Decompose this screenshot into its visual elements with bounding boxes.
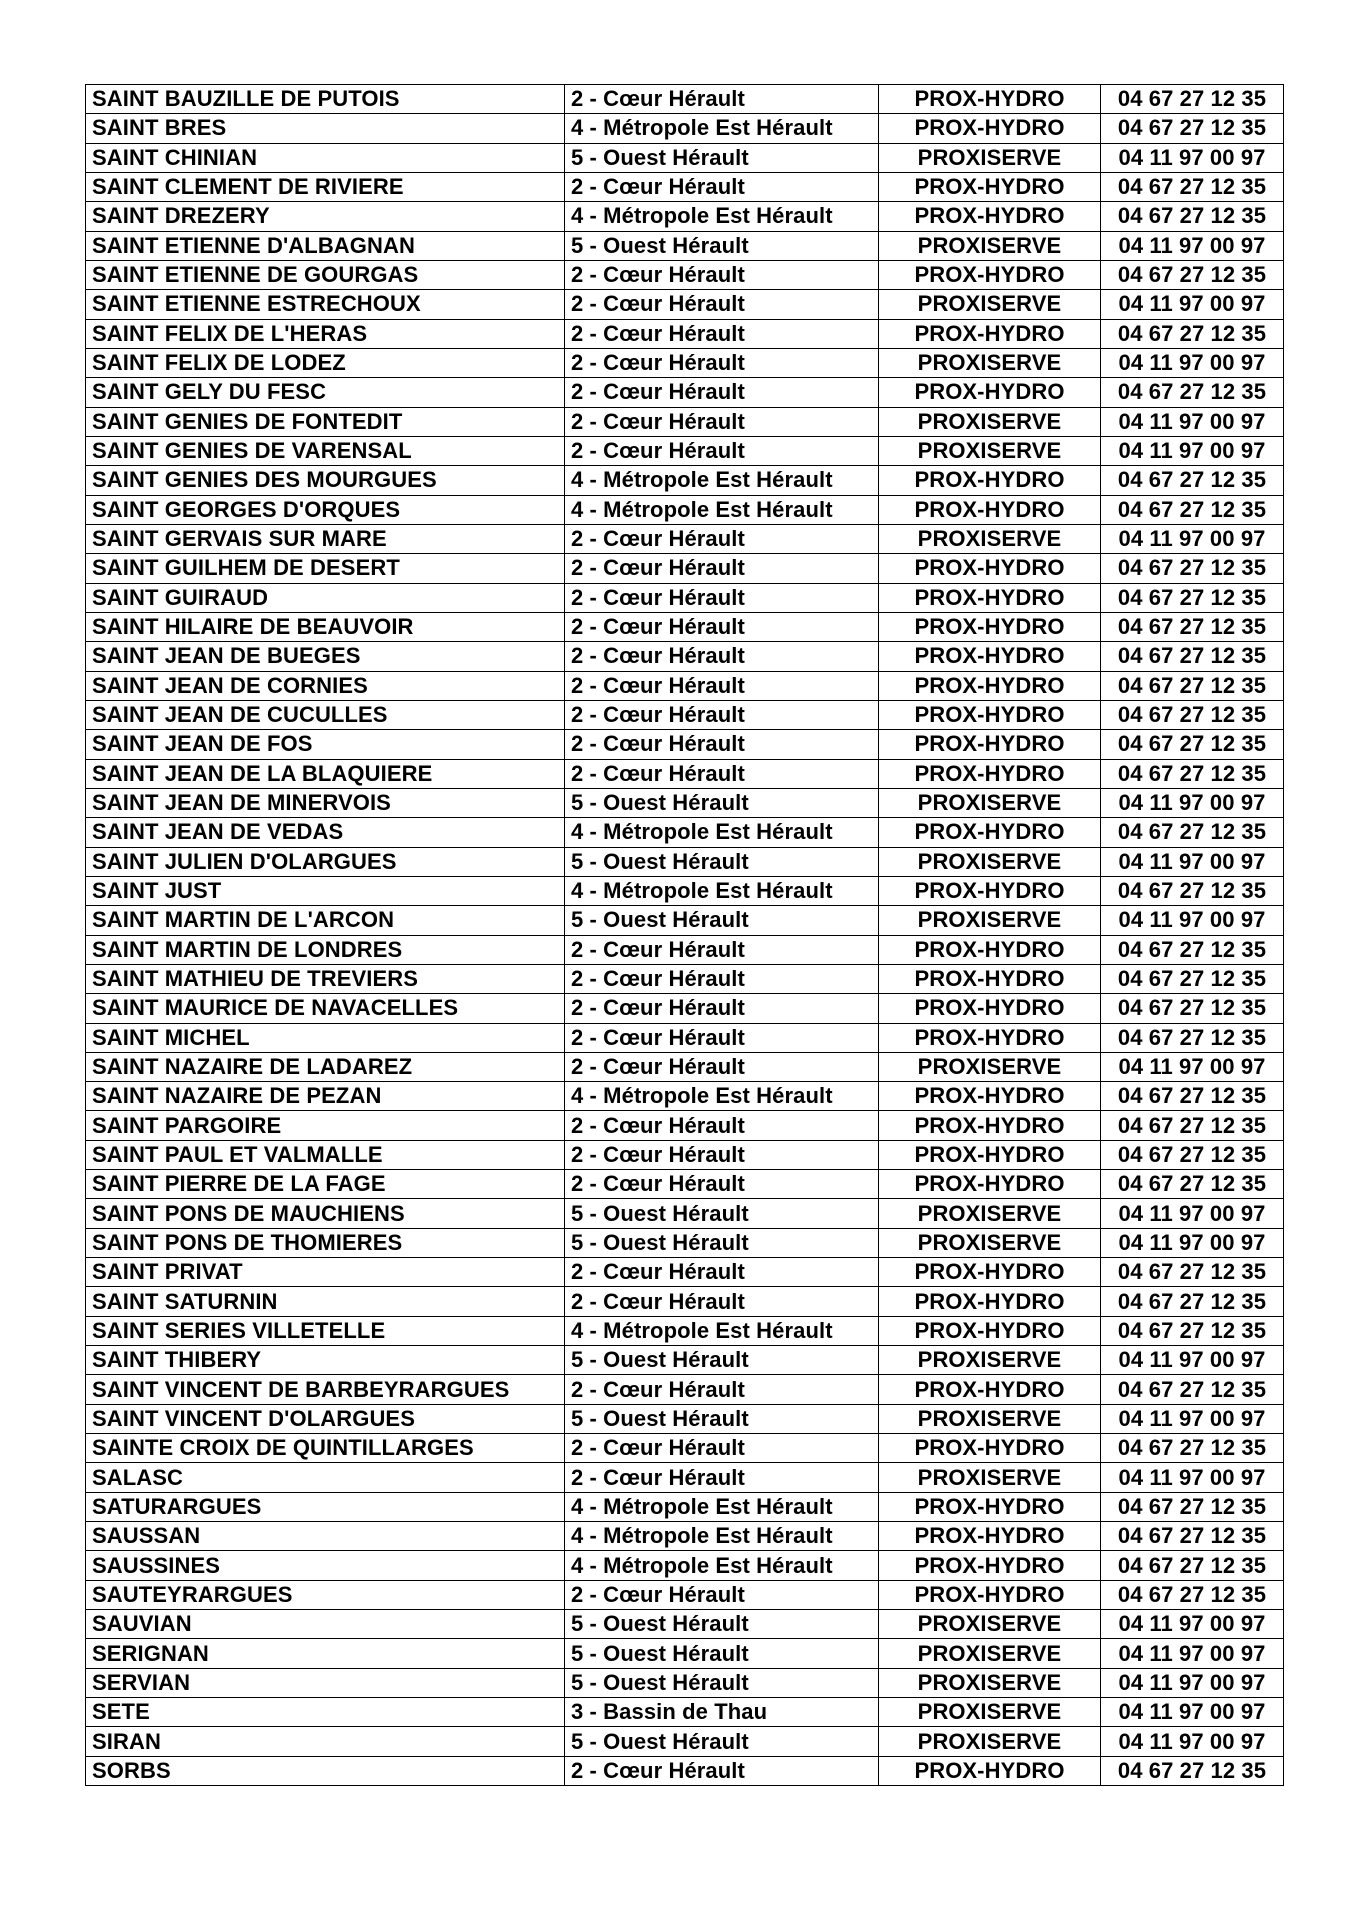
- table-row: [86, 906, 1284, 935]
- phone-cell: 04 67 27 12 35: [1101, 85, 1284, 114]
- zone-cell: 5 - Ouest Hérault: [565, 847, 879, 876]
- provider-cell: PROX-HYDRO: [879, 994, 1101, 1023]
- table-row: [86, 554, 1284, 583]
- provider-cell: PROX-HYDRO: [879, 876, 1101, 905]
- phone-cell: 04 11 97 00 97: [1101, 1610, 1284, 1639]
- phone-cell: 04 11 97 00 97: [1101, 1052, 1284, 1081]
- table-row: [86, 964, 1284, 993]
- commune-cell: SAINT HILAIRE DE BEAUVOIR: [86, 612, 565, 641]
- table-row: [86, 1522, 1284, 1551]
- provider-cell: PROX-HYDRO: [879, 202, 1101, 231]
- provider-cell: PROXISERVE: [879, 348, 1101, 377]
- commune-cell: SAINT THIBERY: [86, 1346, 565, 1375]
- zone-cell: 2 - Cœur Hérault: [565, 671, 879, 700]
- commune-cell: SAINT JEAN DE VEDAS: [86, 818, 565, 847]
- zone-cell: 5 - Ouest Hérault: [565, 788, 879, 817]
- zone-cell: 2 - Cœur Hérault: [565, 1463, 879, 1492]
- commune-cell: SAINT GENIES DE FONTEDIT: [86, 407, 565, 436]
- commune-cell: SAINT PARGOIRE: [86, 1111, 565, 1140]
- commune-cell: SAINT JEAN DE CORNIES: [86, 671, 565, 700]
- zone-cell: 3 - Bassin de Thau: [565, 1698, 879, 1727]
- table-row: [86, 319, 1284, 348]
- phone-cell: 04 11 97 00 97: [1101, 1404, 1284, 1433]
- commune-cell: SAINT VINCENT D'OLARGUES: [86, 1404, 565, 1433]
- provider-cell: PROX-HYDRO: [879, 1551, 1101, 1580]
- phone-cell: 04 67 27 12 35: [1101, 1522, 1284, 1551]
- table-row: [86, 642, 1284, 671]
- phone-cell: 04 67 27 12 35: [1101, 1551, 1284, 1580]
- commune-cell: SAUSSAN: [86, 1522, 565, 1551]
- zone-cell: 2 - Cœur Hérault: [565, 290, 879, 319]
- commune-cell: SIRAN: [86, 1727, 565, 1756]
- provider-cell: PROX-HYDRO: [879, 554, 1101, 583]
- commune-cell: SAINT PRIVAT: [86, 1258, 565, 1287]
- zone-cell: 5 - Ouest Hérault: [565, 231, 879, 260]
- commune-cell: SAINT ETIENNE DE GOURGAS: [86, 260, 565, 289]
- commune-cell: SAINT DREZERY: [86, 202, 565, 231]
- table-row: [86, 1052, 1284, 1081]
- commune-cell: SAINT FELIX DE L'HERAS: [86, 319, 565, 348]
- commune-cell: SAINT GUILHEM DE DESERT: [86, 554, 565, 583]
- zone-cell: 2 - Cœur Hérault: [565, 1580, 879, 1609]
- commune-cell: SERIGNAN: [86, 1639, 565, 1668]
- table-row: [86, 407, 1284, 436]
- phone-cell: 04 67 27 12 35: [1101, 1111, 1284, 1140]
- phone-cell: 04 11 97 00 97: [1101, 906, 1284, 935]
- commune-cell: SAINT JUST: [86, 876, 565, 905]
- provider-cell: PROX-HYDRO: [879, 172, 1101, 201]
- table-row: [86, 172, 1284, 201]
- phone-cell: 04 67 27 12 35: [1101, 583, 1284, 612]
- provider-cell: PROX-HYDRO: [879, 260, 1101, 289]
- table-row: [86, 1258, 1284, 1287]
- zone-cell: 2 - Cœur Hérault: [565, 964, 879, 993]
- table-row: [86, 612, 1284, 641]
- zone-cell: 4 - Métropole Est Hérault: [565, 1316, 879, 1345]
- commune-cell: SAINT SERIES VILLETELLE: [86, 1316, 565, 1345]
- phone-cell: 04 67 27 12 35: [1101, 1756, 1284, 1785]
- provider-cell: PROXISERVE: [879, 1698, 1101, 1727]
- zone-cell: 2 - Cœur Hérault: [565, 759, 879, 788]
- zone-cell: 5 - Ouest Hérault: [565, 1727, 879, 1756]
- provider-cell: PROXISERVE: [879, 436, 1101, 465]
- commune-cell: SAUSSINES: [86, 1551, 565, 1580]
- commune-cell: SATURARGUES: [86, 1492, 565, 1521]
- commune-cell: SAINTE CROIX DE QUINTILLARGES: [86, 1434, 565, 1463]
- zone-cell: 2 - Cœur Hérault: [565, 1375, 879, 1404]
- zone-cell: 2 - Cœur Hérault: [565, 1140, 879, 1169]
- commune-cell: SAINT MICHEL: [86, 1023, 565, 1052]
- phone-cell: 04 67 27 12 35: [1101, 994, 1284, 1023]
- phone-cell: 04 67 27 12 35: [1101, 1023, 1284, 1052]
- zone-cell: 4 - Métropole Est Hérault: [565, 1522, 879, 1551]
- phone-cell: 04 11 97 00 97: [1101, 290, 1284, 319]
- zone-cell: 2 - Cœur Hérault: [565, 1023, 879, 1052]
- zone-cell: 5 - Ouest Hérault: [565, 1639, 879, 1668]
- commune-cell: SAINT GELY DU FESC: [86, 378, 565, 407]
- zone-cell: 4 - Métropole Est Hérault: [565, 466, 879, 495]
- phone-cell: 04 67 27 12 35: [1101, 642, 1284, 671]
- commune-cell: SAINT GUIRAUD: [86, 583, 565, 612]
- phone-cell: 04 11 97 00 97: [1101, 1668, 1284, 1697]
- phone-cell: 04 67 27 12 35: [1101, 612, 1284, 641]
- phone-cell: 04 11 97 00 97: [1101, 407, 1284, 436]
- provider-cell: PROX-HYDRO: [879, 466, 1101, 495]
- commune-cell: SAINT JEAN DE BUEGES: [86, 642, 565, 671]
- phone-cell: 04 67 27 12 35: [1101, 554, 1284, 583]
- provider-cell: PROX-HYDRO: [879, 612, 1101, 641]
- zone-cell: 2 - Cœur Hérault: [565, 524, 879, 553]
- table-row: [86, 1140, 1284, 1169]
- phone-cell: 04 11 97 00 97: [1101, 1463, 1284, 1492]
- provider-cell: PROXISERVE: [879, 143, 1101, 172]
- table-row: [86, 524, 1284, 553]
- commune-cell: SAINT BAUZILLE DE PUTOIS: [86, 85, 565, 114]
- phone-cell: 04 11 97 00 97: [1101, 1346, 1284, 1375]
- zone-cell: 4 - Métropole Est Hérault: [565, 818, 879, 847]
- commune-cell: SAINT SATURNIN: [86, 1287, 565, 1316]
- zone-cell: 2 - Cœur Hérault: [565, 554, 879, 583]
- commune-cell: SAINT CHINIAN: [86, 143, 565, 172]
- commune-cell: SAUTEYRARGUES: [86, 1580, 565, 1609]
- phone-cell: 04 67 27 12 35: [1101, 818, 1284, 847]
- table-row: [86, 759, 1284, 788]
- commune-cell: SAINT PIERRE DE LA FAGE: [86, 1170, 565, 1199]
- phone-cell: 04 11 97 00 97: [1101, 847, 1284, 876]
- table-row: [86, 1170, 1284, 1199]
- table-row: [86, 378, 1284, 407]
- zone-cell: 4 - Métropole Est Hérault: [565, 1492, 879, 1521]
- table-row: [86, 1228, 1284, 1257]
- phone-cell: 04 67 27 12 35: [1101, 172, 1284, 201]
- commune-cell: SAINT JULIEN D'OLARGUES: [86, 847, 565, 876]
- provider-cell: PROXISERVE: [879, 1346, 1101, 1375]
- commune-cell: SAINT GEORGES D'ORQUES: [86, 495, 565, 524]
- zone-cell: 4 - Métropole Est Hérault: [565, 114, 879, 143]
- commune-cell: SAINT PONS DE THOMIERES: [86, 1228, 565, 1257]
- commune-cell: SAINT FELIX DE LODEZ: [86, 348, 565, 377]
- provider-cell: PROXISERVE: [879, 1610, 1101, 1639]
- provider-cell: PROXISERVE: [879, 1228, 1101, 1257]
- zone-cell: 2 - Cœur Hérault: [565, 378, 879, 407]
- provider-cell: PROX-HYDRO: [879, 495, 1101, 524]
- table-row: [86, 436, 1284, 465]
- phone-cell: 04 67 27 12 35: [1101, 1580, 1284, 1609]
- table-row: [86, 231, 1284, 260]
- phone-cell: 04 67 27 12 35: [1101, 1170, 1284, 1199]
- phone-cell: 04 67 27 12 35: [1101, 1492, 1284, 1521]
- table-row: [86, 1610, 1284, 1639]
- table-row: [86, 1082, 1284, 1111]
- provider-cell: PROX-HYDRO: [879, 1111, 1101, 1140]
- phone-cell: 04 67 27 12 35: [1101, 935, 1284, 964]
- zone-cell: 4 - Métropole Est Hérault: [565, 202, 879, 231]
- table-row: [86, 1492, 1284, 1521]
- provider-cell: PROXISERVE: [879, 788, 1101, 817]
- table-row: [86, 1346, 1284, 1375]
- commune-cell: SAINT JEAN DE FOS: [86, 730, 565, 759]
- commune-provider-table: [85, 84, 1284, 1786]
- zone-cell: 2 - Cœur Hérault: [565, 700, 879, 729]
- provider-cell: PROX-HYDRO: [879, 1023, 1101, 1052]
- phone-cell: 04 67 27 12 35: [1101, 378, 1284, 407]
- table-row: [86, 847, 1284, 876]
- commune-cell: SAINT NAZAIRE DE LADAREZ: [86, 1052, 565, 1081]
- zone-cell: 2 - Cœur Hérault: [565, 935, 879, 964]
- phone-cell: 04 67 27 12 35: [1101, 964, 1284, 993]
- commune-cell: SAINT ETIENNE D'ALBAGNAN: [86, 231, 565, 260]
- table-row: [86, 348, 1284, 377]
- phone-cell: 04 67 27 12 35: [1101, 1258, 1284, 1287]
- zone-cell: 2 - Cœur Hérault: [565, 1170, 879, 1199]
- phone-cell: 04 67 27 12 35: [1101, 759, 1284, 788]
- zone-cell: 2 - Cœur Hérault: [565, 730, 879, 759]
- table-row: [86, 1756, 1284, 1785]
- table-row: [86, 1463, 1284, 1492]
- phone-cell: 04 11 97 00 97: [1101, 524, 1284, 553]
- provider-cell: PROXISERVE: [879, 290, 1101, 319]
- commune-cell: SAINT BRES: [86, 114, 565, 143]
- provider-cell: PROX-HYDRO: [879, 730, 1101, 759]
- provider-cell: PROXISERVE: [879, 1052, 1101, 1081]
- table-row: [86, 1404, 1284, 1433]
- table-row: [86, 260, 1284, 289]
- table-row: [86, 290, 1284, 319]
- commune-cell: SAINT MARTIN DE L'ARCON: [86, 906, 565, 935]
- provider-cell: PROXISERVE: [879, 847, 1101, 876]
- table-row: [86, 1316, 1284, 1345]
- zone-cell: 2 - Cœur Hérault: [565, 348, 879, 377]
- table-row: [86, 1023, 1284, 1052]
- table-row: [86, 114, 1284, 143]
- zone-cell: 2 - Cœur Hérault: [565, 994, 879, 1023]
- table-row: [86, 202, 1284, 231]
- phone-cell: 04 67 27 12 35: [1101, 114, 1284, 143]
- table-row: [86, 495, 1284, 524]
- table-row: [86, 1287, 1284, 1316]
- provider-cell: PROX-HYDRO: [879, 1492, 1101, 1521]
- phone-cell: 04 67 27 12 35: [1101, 1140, 1284, 1169]
- zone-cell: 5 - Ouest Hérault: [565, 1228, 879, 1257]
- commune-cell: SETE: [86, 1698, 565, 1727]
- zone-cell: 4 - Métropole Est Hérault: [565, 1082, 879, 1111]
- provider-cell: PROX-HYDRO: [879, 114, 1101, 143]
- table-row: [86, 1375, 1284, 1404]
- phone-cell: 04 11 97 00 97: [1101, 1639, 1284, 1668]
- commune-cell: SAINT PONS DE MAUCHIENS: [86, 1199, 565, 1228]
- provider-cell: PROX-HYDRO: [879, 1170, 1101, 1199]
- zone-cell: 5 - Ouest Hérault: [565, 1404, 879, 1433]
- phone-cell: 04 11 97 00 97: [1101, 348, 1284, 377]
- table-row: [86, 1727, 1284, 1756]
- zone-cell: 2 - Cœur Hérault: [565, 319, 879, 348]
- provider-cell: PROX-HYDRO: [879, 642, 1101, 671]
- zone-cell: 2 - Cœur Hérault: [565, 583, 879, 612]
- phone-cell: 04 67 27 12 35: [1101, 1434, 1284, 1463]
- table-row: [86, 1111, 1284, 1140]
- provider-cell: PROXISERVE: [879, 1668, 1101, 1697]
- table-row: [86, 1698, 1284, 1727]
- table-row: [86, 583, 1284, 612]
- provider-cell: PROX-HYDRO: [879, 378, 1101, 407]
- provider-cell: PROX-HYDRO: [879, 1316, 1101, 1345]
- zone-cell: 5 - Ouest Hérault: [565, 906, 879, 935]
- table-row: [86, 730, 1284, 759]
- table-row: [86, 1551, 1284, 1580]
- provider-cell: PROX-HYDRO: [879, 1580, 1101, 1609]
- commune-cell: SAINT MAURICE DE NAVACELLES: [86, 994, 565, 1023]
- commune-cell: SAINT MARTIN DE LONDRES: [86, 935, 565, 964]
- zone-cell: 5 - Ouest Hérault: [565, 143, 879, 172]
- commune-cell: SAINT JEAN DE MINERVOIS: [86, 788, 565, 817]
- provider-cell: PROX-HYDRO: [879, 1258, 1101, 1287]
- zone-cell: 2 - Cœur Hérault: [565, 642, 879, 671]
- provider-cell: PROXISERVE: [879, 524, 1101, 553]
- table-row: [86, 466, 1284, 495]
- zone-cell: 2 - Cœur Hérault: [565, 172, 879, 201]
- commune-cell: SAINT GENIES DES MOURGUES: [86, 466, 565, 495]
- zone-cell: 2 - Cœur Hérault: [565, 85, 879, 114]
- commune-cell: SAINT PAUL ET VALMALLE: [86, 1140, 565, 1169]
- provider-cell: PROX-HYDRO: [879, 964, 1101, 993]
- provider-cell: PROX-HYDRO: [879, 1140, 1101, 1169]
- phone-cell: 04 67 27 12 35: [1101, 700, 1284, 729]
- provider-cell: PROX-HYDRO: [879, 1522, 1101, 1551]
- zone-cell: 2 - Cœur Hérault: [565, 436, 879, 465]
- phone-cell: 04 67 27 12 35: [1101, 319, 1284, 348]
- commune-cell: SAINT MATHIEU DE TREVIERS: [86, 964, 565, 993]
- phone-cell: 04 67 27 12 35: [1101, 1316, 1284, 1345]
- table-row: [86, 671, 1284, 700]
- commune-cell: SAINT ETIENNE ESTRECHOUX: [86, 290, 565, 319]
- zone-cell: 5 - Ouest Hérault: [565, 1346, 879, 1375]
- provider-cell: PROX-HYDRO: [879, 319, 1101, 348]
- phone-cell: 04 67 27 12 35: [1101, 1287, 1284, 1316]
- commune-cell: SAINT GERVAIS SUR MARE: [86, 524, 565, 553]
- commune-cell: SERVIAN: [86, 1668, 565, 1697]
- commune-cell: SAINT GENIES DE VARENSAL: [86, 436, 565, 465]
- provider-cell: PROXISERVE: [879, 1727, 1101, 1756]
- commune-cell: SAINT JEAN DE CUCULLES: [86, 700, 565, 729]
- provider-cell: PROX-HYDRO: [879, 1082, 1101, 1111]
- zone-cell: 2 - Cœur Hérault: [565, 612, 879, 641]
- provider-cell: PROXISERVE: [879, 1404, 1101, 1433]
- phone-cell: 04 67 27 12 35: [1101, 1375, 1284, 1404]
- zone-cell: 2 - Cœur Hérault: [565, 1258, 879, 1287]
- commune-cell: SAUVIAN: [86, 1610, 565, 1639]
- provider-cell: PROXISERVE: [879, 1463, 1101, 1492]
- table-body: [86, 85, 1284, 1786]
- provider-cell: PROX-HYDRO: [879, 818, 1101, 847]
- zone-cell: 2 - Cœur Hérault: [565, 1052, 879, 1081]
- zone-cell: 2 - Cœur Hérault: [565, 1756, 879, 1785]
- provider-cell: PROX-HYDRO: [879, 583, 1101, 612]
- zone-cell: 4 - Métropole Est Hérault: [565, 1551, 879, 1580]
- phone-cell: 04 67 27 12 35: [1101, 1082, 1284, 1111]
- phone-cell: 04 11 97 00 97: [1101, 1727, 1284, 1756]
- zone-cell: 2 - Cœur Hérault: [565, 1434, 879, 1463]
- zone-cell: 5 - Ouest Hérault: [565, 1199, 879, 1228]
- table-row: [86, 788, 1284, 817]
- table-row: [86, 1668, 1284, 1697]
- phone-cell: 04 67 27 12 35: [1101, 876, 1284, 905]
- phone-cell: 04 11 97 00 97: [1101, 231, 1284, 260]
- phone-cell: 04 67 27 12 35: [1101, 466, 1284, 495]
- provider-cell: PROX-HYDRO: [879, 1375, 1101, 1404]
- table-row: [86, 818, 1284, 847]
- phone-cell: 04 11 97 00 97: [1101, 143, 1284, 172]
- commune-cell: SAINT CLEMENT DE RIVIERE: [86, 172, 565, 201]
- commune-cell: SAINT VINCENT DE BARBEYRARGUES: [86, 1375, 565, 1404]
- table-row: [86, 143, 1284, 172]
- phone-cell: 04 67 27 12 35: [1101, 202, 1284, 231]
- provider-cell: PROX-HYDRO: [879, 85, 1101, 114]
- table-row: [86, 1580, 1284, 1609]
- provider-cell: PROX-HYDRO: [879, 759, 1101, 788]
- provider-cell: PROXISERVE: [879, 231, 1101, 260]
- provider-cell: PROXISERVE: [879, 1639, 1101, 1668]
- table-row: [86, 1434, 1284, 1463]
- phone-cell: 04 11 97 00 97: [1101, 788, 1284, 817]
- provider-cell: PROXISERVE: [879, 407, 1101, 436]
- table-row: [86, 935, 1284, 964]
- table-row: [86, 876, 1284, 905]
- zone-cell: 2 - Cœur Hérault: [565, 260, 879, 289]
- phone-cell: 04 67 27 12 35: [1101, 671, 1284, 700]
- provider-cell: PROX-HYDRO: [879, 700, 1101, 729]
- phone-cell: 04 11 97 00 97: [1101, 1199, 1284, 1228]
- table-row: [86, 1199, 1284, 1228]
- phone-cell: 04 11 97 00 97: [1101, 1698, 1284, 1727]
- provider-cell: PROXISERVE: [879, 1199, 1101, 1228]
- provider-cell: PROX-HYDRO: [879, 935, 1101, 964]
- provider-cell: PROX-HYDRO: [879, 1756, 1101, 1785]
- commune-cell: SORBS: [86, 1756, 565, 1785]
- zone-cell: 4 - Métropole Est Hérault: [565, 876, 879, 905]
- phone-cell: 04 11 97 00 97: [1101, 436, 1284, 465]
- commune-cell: SAINT JEAN DE LA BLAQUIERE: [86, 759, 565, 788]
- table-row: [86, 85, 1284, 114]
- commune-cell: SAINT NAZAIRE DE PEZAN: [86, 1082, 565, 1111]
- provider-cell: PROX-HYDRO: [879, 1287, 1101, 1316]
- zone-cell: 5 - Ouest Hérault: [565, 1668, 879, 1697]
- zone-cell: 5 - Ouest Hérault: [565, 1610, 879, 1639]
- phone-cell: 04 67 27 12 35: [1101, 730, 1284, 759]
- zone-cell: 4 - Métropole Est Hérault: [565, 495, 879, 524]
- zone-cell: 2 - Cœur Hérault: [565, 1111, 879, 1140]
- provider-cell: PROXISERVE: [879, 906, 1101, 935]
- phone-cell: 04 67 27 12 35: [1101, 495, 1284, 524]
- phone-cell: 04 11 97 00 97: [1101, 1228, 1284, 1257]
- provider-cell: PROX-HYDRO: [879, 671, 1101, 700]
- provider-cell: PROX-HYDRO: [879, 1434, 1101, 1463]
- table-row: [86, 1639, 1284, 1668]
- table-row: [86, 994, 1284, 1023]
- commune-cell: SALASC: [86, 1463, 565, 1492]
- zone-cell: 2 - Cœur Hérault: [565, 407, 879, 436]
- phone-cell: 04 67 27 12 35: [1101, 260, 1284, 289]
- table-row: [86, 700, 1284, 729]
- zone-cell: 2 - Cœur Hérault: [565, 1287, 879, 1316]
